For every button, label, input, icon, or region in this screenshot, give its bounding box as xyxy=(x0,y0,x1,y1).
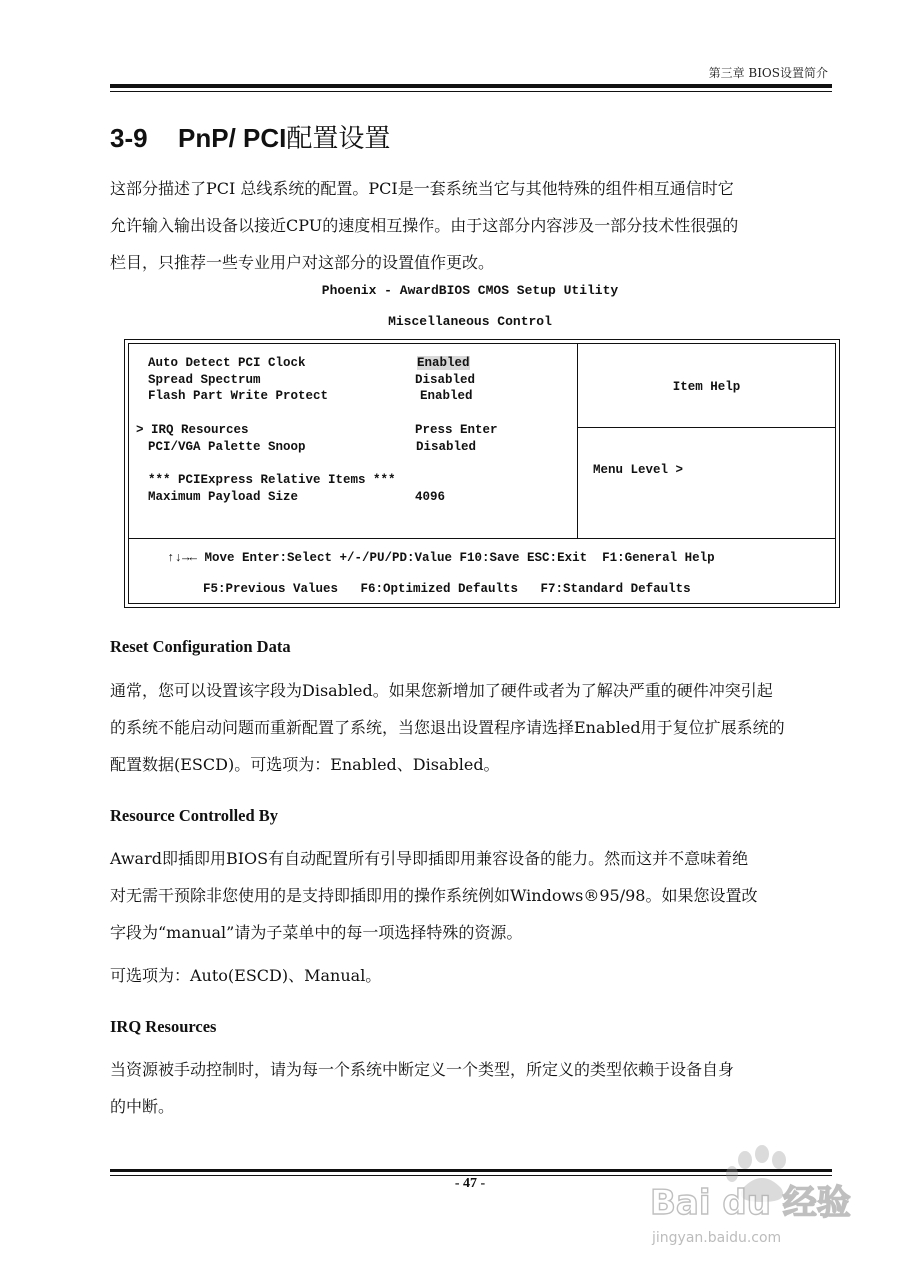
bios-screen xyxy=(124,339,840,608)
bios-item-label[interactable]: Auto Detect PCI Clock xyxy=(148,356,306,370)
reset-configuration-paragraph xyxy=(110,672,828,783)
bios-item-value[interactable]: 4096 xyxy=(415,490,446,504)
section-title-latin: PnP/ PCI xyxy=(178,123,287,153)
bios-help-panel xyxy=(578,344,835,428)
section-title-cn: 配置设置 xyxy=(286,124,391,154)
subheading-irq-resources: IRQ Resources xyxy=(110,1017,217,1036)
watermark-url: jingyan.baidu.com xyxy=(652,1230,782,1246)
paragraph-line: Award即插即用BIOS有自动配置所有引导即插即用兼容设备的能力。然而这并不意味着绝 xyxy=(110,849,749,868)
intro-paragraph xyxy=(110,170,828,281)
bios-screen-inner xyxy=(128,343,836,604)
paragraph-line: 允许输入输出设备以接近CPU的速度相互操作。由于这部分内容涉及一部分技术性很强的 xyxy=(110,216,739,235)
paragraph-line: 字段为“manual”请为子菜单中的每一项选择特殊的资源。 xyxy=(110,923,523,942)
key-legend-line: F5:Previous Values F6:Optimized Defaults F7:Standard Defaults xyxy=(203,582,691,596)
bios-item-value[interactable]: Press Enter xyxy=(415,423,498,437)
paragraph-line: 栏目，只推荐一些专业用户对这部分的设置值作更改。 xyxy=(110,253,495,272)
key-legend-line: ↑↓→← Move Enter:Select +/-/PU/PD:Value F10:Save ESC:Exit F1:General Help xyxy=(167,551,715,565)
bios-subtitle: Miscellaneous Control xyxy=(388,314,552,329)
header-rule xyxy=(110,84,832,88)
bios-title: Phoenix - AwardBIOS CMOS Setup Utility xyxy=(321,283,619,298)
bios-menu-panel xyxy=(129,344,578,538)
bios-item-value[interactable]: Enabled xyxy=(417,356,470,370)
bios-item-value[interactable]: Enabled xyxy=(420,389,473,403)
bios-item-value[interactable]: Disabled xyxy=(415,373,476,387)
paragraph-line: 这部分描述了PCI 总线系统的配置。PCI是一套系统当它与其他特殊的组件相互通信时它 xyxy=(110,179,734,198)
section-title xyxy=(110,118,390,155)
menu-level-label: Menu Level > xyxy=(593,463,684,477)
subheading-reset-configuration: Reset Configuration Data xyxy=(110,637,291,656)
bios-group-heading: *** PCIExpress Relative Items *** xyxy=(148,473,396,487)
paragraph-line: 的中断。 xyxy=(110,1097,175,1116)
header-rule-thin xyxy=(110,91,832,92)
bios-item-value[interactable]: Disabled xyxy=(416,440,477,454)
resource-controlled-paragraph xyxy=(110,840,828,994)
watermark-brand: Bai du 经验 xyxy=(650,1183,851,1223)
irq-resources-paragraph xyxy=(110,1051,828,1125)
bios-item-label[interactable]: PCI/VGA Palette Snoop xyxy=(148,440,306,454)
item-help-label: Item Help xyxy=(672,380,741,394)
baidu-watermark xyxy=(640,1140,870,1250)
running-header: 第三章 BIOS设置简介 xyxy=(708,66,828,80)
bios-item-label[interactable]: Maximum Payload Size xyxy=(148,490,299,504)
paragraph-line: 对无需干预除非您使用的是支持即插即用的操作系统例如Windows®95/98。如果您设置改 xyxy=(110,886,758,905)
bios-item-label[interactable]: Spread Spectrum xyxy=(148,373,261,387)
section-number: 3-9 xyxy=(110,123,148,153)
subheading-resource-controlled: Resource Controlled By xyxy=(110,806,279,825)
paragraph-line: 配置数据(ESCD)。可选项为：Enabled、Disabled。 xyxy=(110,755,500,774)
page-number: - 47 - xyxy=(454,1176,486,1191)
bios-item-label[interactable]: Flash Part Write Protect xyxy=(148,389,329,403)
bios-key-legend xyxy=(129,538,835,603)
paragraph-line: 可选项为：Auto(ESCD)、Manual。 xyxy=(110,966,382,985)
paragraph-line: 通常，您可以设置该字段为Disabled。如果您新增加了硬件或者为了解决严重的硬件冲突引起 xyxy=(110,681,773,700)
paragraph-line: 当资源被手动控制时，请为每一个系统中断定义一个类型，所定义的类型依赖于设备自身 xyxy=(110,1060,735,1079)
bios-submenu-label[interactable]: > IRQ Resources xyxy=(136,423,249,437)
paragraph-line: 的系统不能启动问题而重新配置了系统，当您退出设置程序请选择Enabled用于复位扩展系统的 xyxy=(110,718,785,737)
